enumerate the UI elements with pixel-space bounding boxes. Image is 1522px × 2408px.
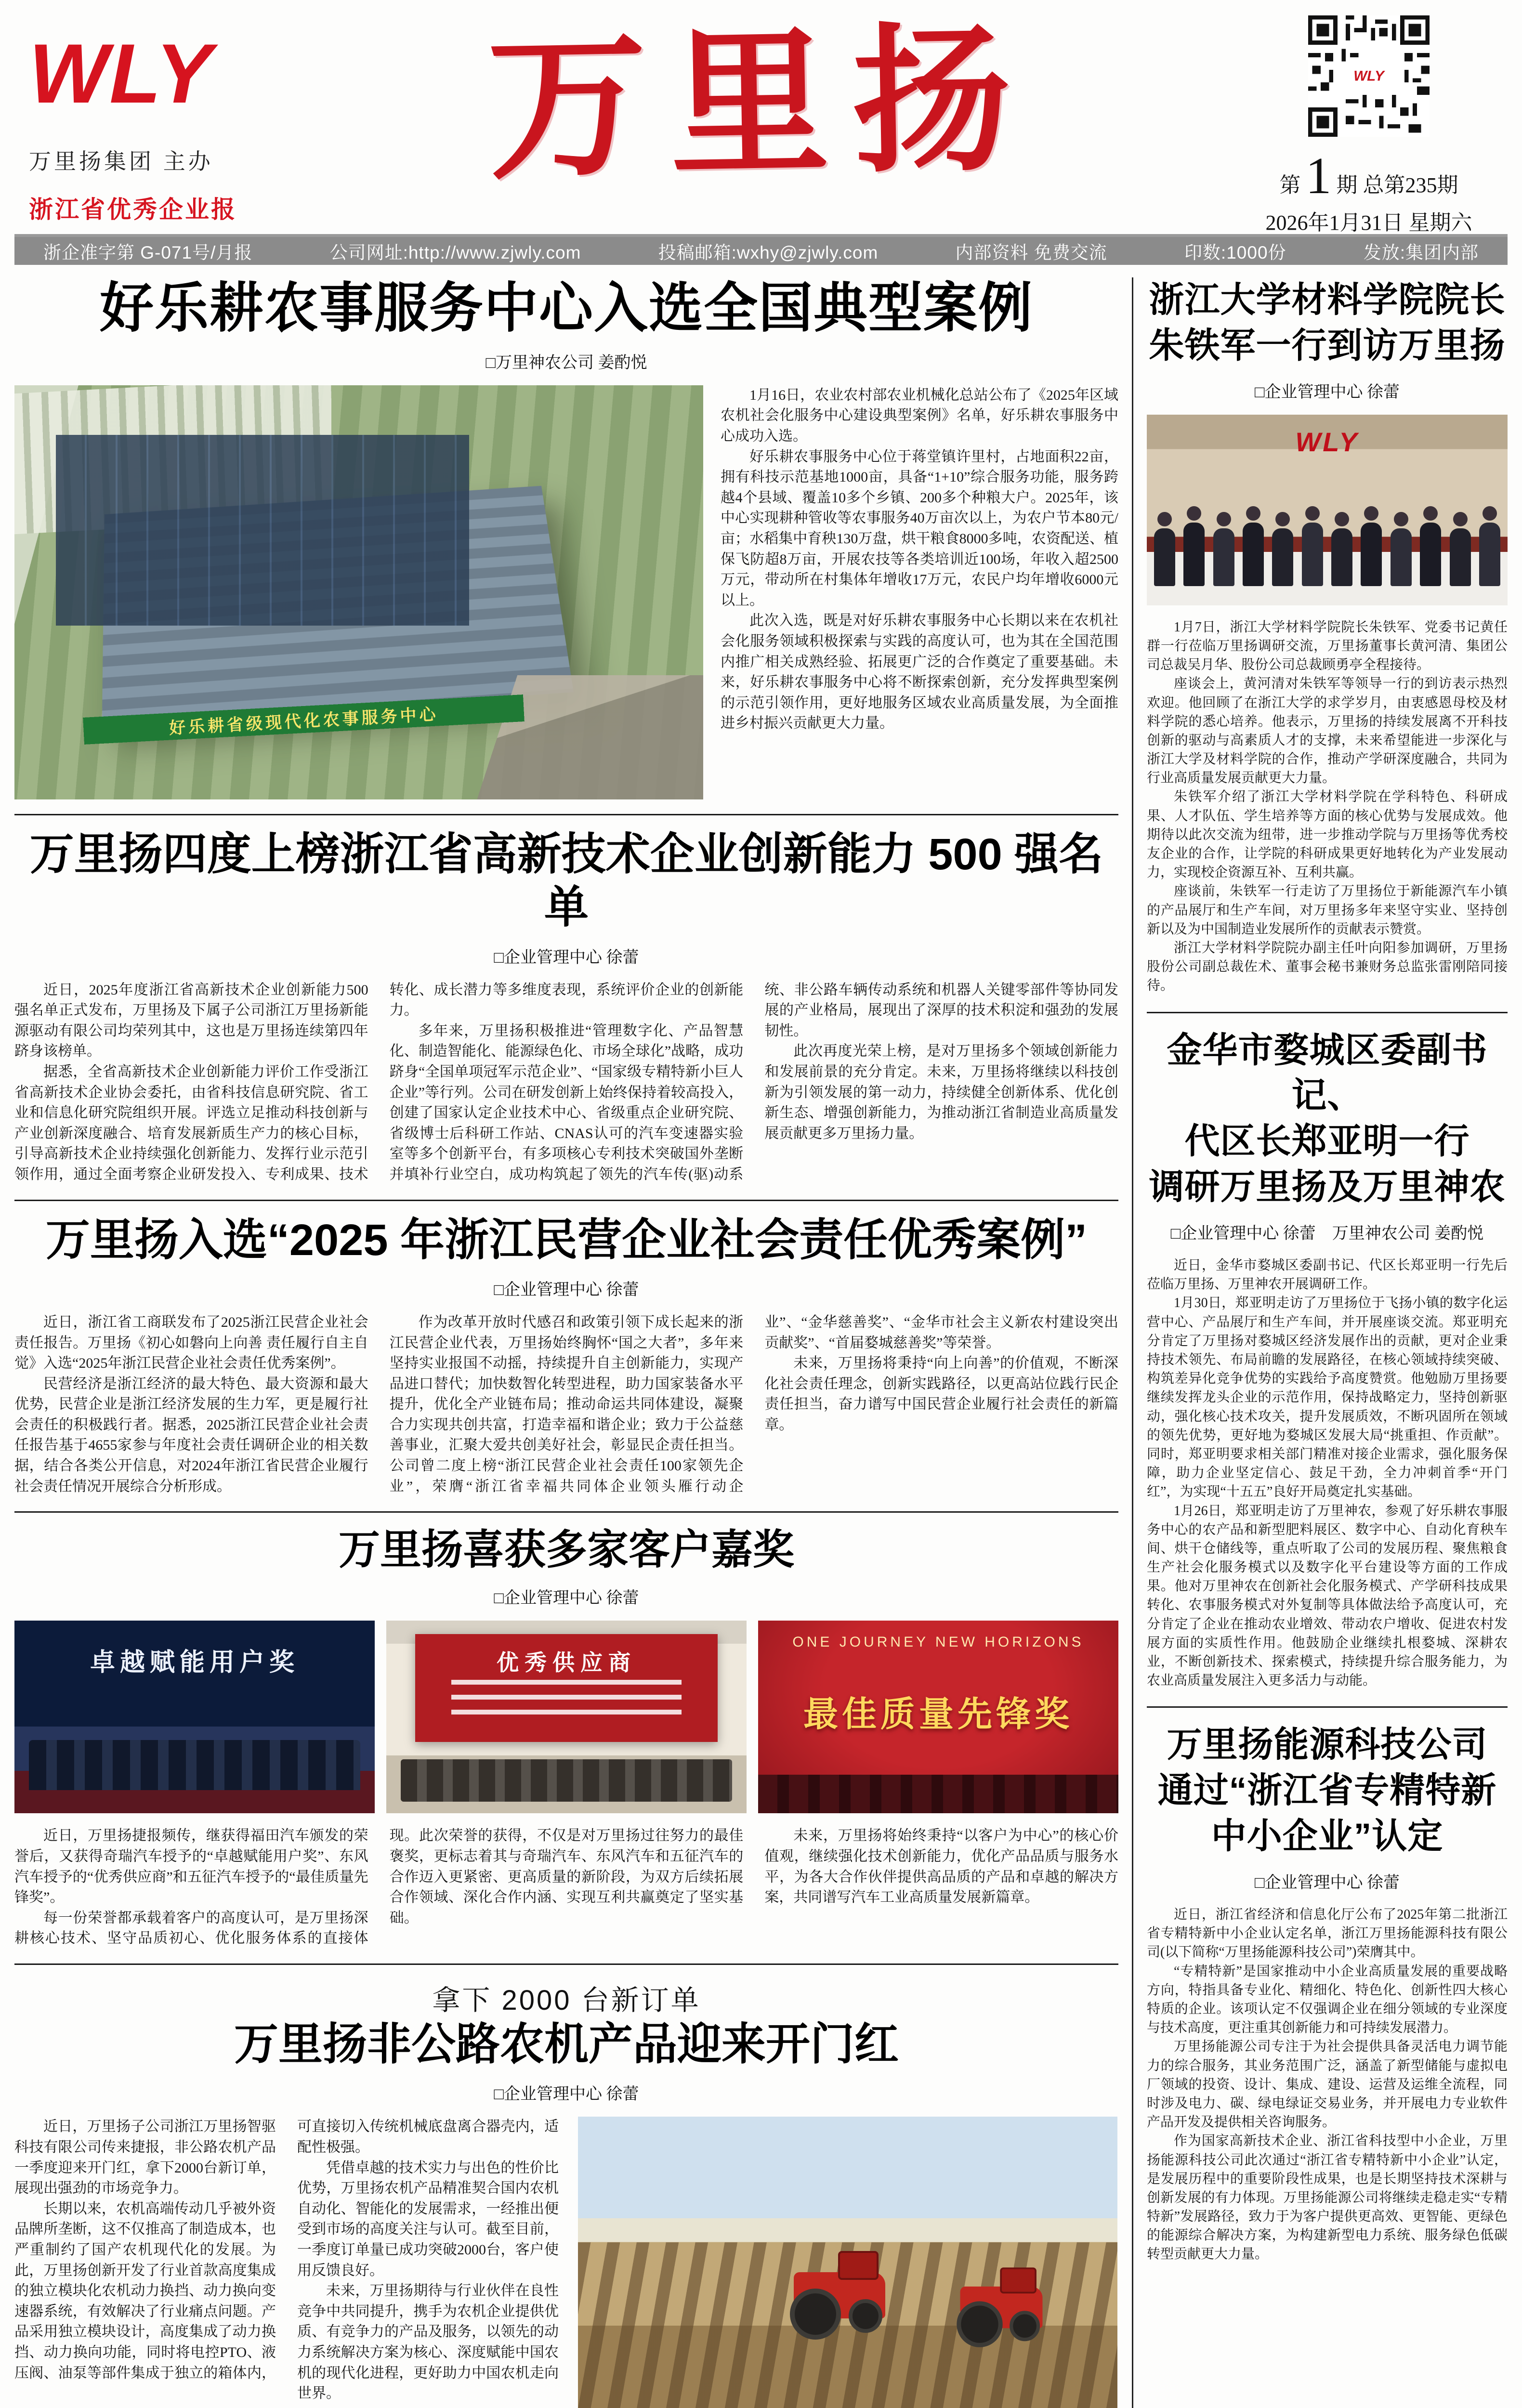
masthead — [14, 5, 1508, 235]
article-a-body — [721, 385, 1118, 799]
headline-line: 朱铁军一行到访万里扬 — [1149, 326, 1506, 365]
headline-line: 调研万里扬及万里神农 — [1149, 1167, 1506, 1207]
paragraph: 1月7日，浙江大学材料学院院长朱铁军、党委书记黄任群一行莅临万里扬调研交流，万里扬董事长黄河清、集团公司总裁吴月华、股份公司总裁顾勇亭全程接待。 — [1147, 619, 1508, 673]
organizer-line: 万里扬集团 主办 — [29, 149, 213, 174]
article-top500 — [14, 828, 1118, 1185]
article-district-leader-visit — [1147, 1028, 1508, 1690]
article-zju-visit — [1147, 277, 1508, 995]
award-photo-subtitle: ONE JOURNEY NEW HORIZONS — [792, 1634, 1084, 1650]
distribution: 发放:集团内部 — [1363, 243, 1479, 262]
section-divider — [14, 1963, 1118, 1965]
paragraph: 作为改革开放时代感召和政策引领下成长起来的浙江民营企业代表，万里扬始终胸怀“国之大者”，多年来坚持实业报国不动摇，持续提升自主创新能力，实现产品进口替代；加快数智化转型进程，助力国家装备水平提升，优化全产业链布局；推动命运共同体建设，凝聚合力实现共创共富，打造幸福和谐企业；致力于公益慈善事业，汇聚大爱共创美好社会，彰显民企责任担当。公司曾二度上榜“浙江民营企业社会责任100家领先企业”，荣膺“浙江省幸福共同体企业领头雁行动企业”、“金华慈善奖”、“金华市社会主义新农村建设突出贡献奖”、“首届婺城慈善奖”等荣誉。 — [389, 1314, 1118, 1494]
stage-people — [29, 1740, 360, 1790]
headline-line: 浙江大学材料学院院长 — [1149, 280, 1506, 319]
qr-center-logo: WLY — [1353, 68, 1384, 84]
section-divider — [14, 1200, 1118, 1201]
issue-line — [1234, 147, 1504, 205]
publisher-block — [29, 27, 395, 225]
paragraph: 近日，浙江省工商联发布了2025浙江民营企业社会责任报告。万里扬《初心如磐向上向善 责任履行自主自觉》入选“2025年浙江民营企业社会责任优秀案例”。 — [14, 1314, 368, 1372]
qr-code — [1308, 15, 1430, 137]
article-r3-headline — [1147, 1722, 1508, 1859]
wuzheng-award-photo — [758, 1621, 1118, 1813]
article-e-headline: 万里扬非公路农机产品迎来开门红 — [234, 2020, 899, 2069]
headline-line: 中小企业”认定 — [1211, 1817, 1443, 1856]
article-a-byline: □万里神农公司 姜酌悦 — [485, 353, 647, 372]
paragraph: 民营经济是浙江经济的最大特色、最大资源和最大优势，民营企业是浙江经济发展的生力军，更是履行社会责任的积极践行者。据悉，2025浙江民营企业社会责任报告基于4655家参与年度社会责任调研企业的相关数据，结合各类公开信息，对2024年浙江省民营企业履行社会责任情况开展综合分析形成。 — [14, 1375, 368, 1494]
paragraph: 长期以来，农机高端传动几乎被外资品牌所垄断，这不仅推高了制造成本，也严重制约了国产农机现代化的发展。为此，万里扬创新开发了行业首款高度集成的独立模块化农机动力换挡、动力换向变速器系统，有效解决了行业痛点问题。产品采用独立模块设计，高度集成了动力换挡、动力换向功能，同时将电控PTO、液压阀、油泵等部件集成于独立的箱体内，可直接切入传统机械底盘离合器壳内，适配性极强。 — [14, 2119, 559, 2381]
paragraph: 多年来，万里扬积极推进“管理数字化、产品智慧化、制造智能化、能源绿色化、市场全球化”战略，成功跻身“全国单项冠军示范企业”、“国家级专精特新小巨人企业”等行列。公司在研发创新上始终保持着较高投入，创建了国家认定企业技术中心、省级重点企业研究院、省级博士后科研工作站、CNAS认可的汽车变速器实验室等多个创新平台，有多项核心专利技术突破国外垄断并填补行业空白，成功构筑起了领先的汽车传(驱)动系统、非公路车辆传动系统和机器人关键零部件等协同发展的产业格局，展现出了深厚的技术积淀和强劲的发展韧性。 — [389, 982, 1118, 1182]
screen-text-bar — [451, 1695, 682, 1700]
article-r1-byline: □企业管理中心 徐蕾 — [1254, 383, 1400, 401]
article-c-headline: 万里扬入选“2025 年浙江民营企业社会责任优秀案例” — [45, 1215, 1088, 1265]
section-divider — [1147, 1706, 1508, 1708]
issue-number: 1 — [1305, 147, 1332, 205]
paragraph: “专精特新”是国家推动中小企业高质量发展的重要战略方向，特指具备专业化、精细化、特色化、创新性四大核心特质的企业。该项认定不仅强调企业在细分领域的专业深度与技术高度，更注重其创新能力和可持续发展潜力。 — [1147, 1963, 1508, 2036]
article-energy-company — [1147, 1722, 1508, 2264]
dongfeng-award-photo — [386, 1621, 747, 1813]
article-b-byline: □企业管理中心 徐蕾 — [494, 948, 639, 967]
issue-prefix: 第 — [1279, 173, 1301, 197]
issue-suffix: 期 总第235期 — [1336, 173, 1458, 197]
paragraph: 未来，万里扬将秉持“向上向善”的价值观，不断深化社会责任理念，创新实践路径，以更高站位践行民企责任担当，奋力谱写中国民营企业履行社会责任的新篇章。 — [764, 1355, 1118, 1433]
article-agri-machinery — [14, 1977, 1118, 2408]
article-r2-body — [1147, 1256, 1508, 1690]
print-count: 印数:1000份 — [1184, 243, 1286, 262]
article-c-body — [14, 1312, 1118, 1497]
conference-screen — [415, 1634, 718, 1742]
award-photo-title: 优秀供应商 — [496, 1649, 636, 1675]
award-photo-title: 卓越赋能用户奖 — [90, 1649, 299, 1677]
article-customer-awards — [14, 1525, 1118, 1949]
paragraph: 近日，万里扬捷报频传，继获得福田汽车颁发的荣誉后，又获得奇瑞汽车授予的“卓越赋能用户奖”、东风汽车授予的“优秀供应商”和五征汽车授予的“最佳质量先锋奖”。 — [14, 1828, 368, 1906]
section-divider — [14, 814, 1118, 815]
paragraph: 1月16日，农业农村部农业机械化总站公布了《2025年区域农机社会化服务中心建设典型案例》名单，好乐耕农事服务中心成功入选。 — [721, 387, 1118, 444]
paragraph: 座谈会上，黄河清对朱铁军等领导一行的到访表示热烈欢迎。他回顾了在浙江大学的求学岁月，由衷感恩母校及材料学院的悉心培养。他表示，万里扬的持续发展离不开科技创新的驱动与高素质人才的支撑，未来希望能进一步深化与浙江大学及材料学院的合作，推动产学研深度融合，共同为行业高质量发展贡献更大力量。 — [1147, 676, 1508, 786]
wly-logo: WLY — [29, 27, 213, 121]
tractor-field-photo — [578, 2117, 1117, 2408]
paragraph: 未来，万里扬将始终秉持“以客户为中心”的核心价值观，继续强化技术创新能力，优化产品品质与服务水平，为各大合作伙伴提供高品质的产品和卓越的解决方案，共同谱写汽车工业高质量发展新篇章。 — [764, 1828, 1118, 1906]
license-number: 浙企准字第 G-071号/月报 — [43, 243, 253, 262]
article-r1-body — [1147, 618, 1508, 995]
paragraph: 未来，万里扬期待与行业伙伴在良性竞争中共同提升，携手为农机企业提供优质、有竞争力的产品及服务，以领先的动力系统解决方案为核心、深度赋能中国农机的现代化进程，更好助力中国农机走向世界。 — [297, 2283, 559, 2402]
solar-panels — [56, 435, 469, 626]
issue-block — [1234, 15, 1504, 236]
article-e-byline: □企业管理中心 徐蕾 — [494, 2085, 639, 2104]
group-people — [1154, 495, 1500, 586]
article-e-kicker: 拿下 2000 台新订单 — [432, 1985, 701, 2016]
tractor — [960, 2286, 1043, 2328]
article-r2-headline — [1147, 1028, 1508, 1211]
paragraph: 1月30日，郑亚明走访了万里扬位于飞扬小镇的数字化运营中心、产品展厅和生产车间，并开展座谈交流。郑亚明充分肯定了万里扬对婺城区经济发展作出的贡献，更对企业秉持技术领先、布局前瞻的发展路径，在核心领域持续突破、构筑差异化竞争优势的实践给予高度赞赏。他勉励万里扬要继续发挥龙头企业的示范作用，保持战略定力，坚持创新驱动，强化核心技术攻关，提升发展质效，不断巩固所在领域的领先优势，更好地为婺城区发展大局“挑重担、作贡献”。同时，郑亚明要求相关部门精准对接企业需求，强化服务保障，助力企业坚定信心、鼓足干劲，全力冲刺首季“开门红”，为实现“十五五”良好开局奠定扎实基础。 — [1147, 1296, 1508, 1500]
paragraph: 作为国家高新技术企业、浙江省科技型中小企业，万里扬能源科技公司此次通过“浙江省专精特新中小企业”认定，是发展历程中的重要阶段性成果，也是长期坚持技术深耕与创新发展的有力体现。万里扬能源公司将继续走稳走实“专精特新”发展路径，致力于为客户提供更高效、更智能、更绿色的能源综合解决方案，为构建新型电力系统、服务绿色低碳转型贡献更大力量。 — [1147, 2133, 1508, 2262]
stage-people — [758, 1775, 1118, 1813]
article-b-headline: 万里扬四度上榜浙江省高新技术企业创新能力 500 强名单 — [29, 829, 1103, 932]
paragraph: 万里扬能源公司专注于为社会提供具备灵活电力调节能力的综合服务，其业务范围广泛，涵盖了新型储能与虚拟电厂领域的投资、设计、集成、建设、运营及运维全流程，同时涉及电力、碳、绿电绿证交易业务，并开展电力专业软件产品开发及提供相关咨询服务。 — [1147, 2039, 1508, 2130]
chery-award-photo — [14, 1621, 375, 1813]
farm-road — [477, 675, 703, 799]
group-photo — [1147, 415, 1508, 605]
paragraph: 据悉，全省高新技术企业创新能力评价工作受浙江省高新技术企业协会委托，由省科技信息研究院、省工业和信息化研究院组织开展。评选立足推动科技创新与产业创新深度融合、培育发展新质生产力的核心目标，引导高新技术企业持续强化创新能力、发挥行业示范引领作用，通过全面考察企业研发投入、专利成果、技术转化、成长潜力等多维度表现，系统评价企业的创新能力。 — [14, 982, 744, 1182]
article-holegeng-case — [14, 277, 1118, 799]
paragraph: 朱铁军介绍了浙江大学材料学院在学科特色、科研成果、人才队伍、学生培养等方面的核心优势与发展成效。他期待以此次交流为纽带，进一步推动学院与万里扬等优秀校友企业的合作，让学院的科研成果更好地转化为产业发展动力，实现校企资源互补、互利共赢。 — [1147, 789, 1508, 880]
screen-text-bar — [451, 1680, 682, 1685]
headline-line: 通过“浙江省专精特新 — [1157, 1771, 1497, 1810]
headline-line: 代区长郑亚明一行 — [1184, 1122, 1470, 1161]
headline-line: 万里扬能源科技公司 — [1167, 1725, 1488, 1765]
paragraph: 1月26日，郑亚明走访了万里神农，参观了好乐耕农事服务中心的农产品和新型肥料展区、数字中心、自动化育秧车间、烘干仓储线等，重点听取了公司的发展历程、聚焦粮食生产社会化服务模式以及数字化平台建设等方面的工作成果。他对万里神农在创新社会化服务模式、产学研科技成果转化、农事服务模式对外复制等具体做法给予高度认可，充分肯定了企业在推动农业增效、带动农户增收、促进农村发展方面的实质性作用。他鼓励企业继续扎根婺城、深耕农业，不断创新技术、探索模式，持续提升综合服务能力，为农业高质量发展注入更多活力与动能。 — [1147, 1503, 1508, 1688]
article-r3-body — [1147, 1905, 1508, 2264]
date-line: 2026年1月31日 星期六 — [1265, 210, 1472, 235]
award-line: 浙江省优秀企业报 — [29, 196, 237, 223]
section-divider — [1147, 1012, 1508, 1013]
stage-people — [401, 1759, 732, 1802]
farm-aerial-photo — [14, 385, 703, 799]
publication-info-bar — [14, 234, 1508, 265]
article-r3-byline: □企业管理中心 徐蕾 — [1254, 1874, 1400, 1892]
paragraph: 凭借卓越的技术实力与出色的性价比优势，万里扬农机产品精准契合国内农机自动化、智能化的发展需求，一经推出便受到市场的高度关注与认可。截至目前，一季度订单量已成功突破2000台，客户使用反馈良好。 — [297, 2159, 559, 2278]
wly-wall-sign: WLY — [1295, 426, 1359, 457]
article-d-headline: 万里扬喜获多家客户嘉奖 — [339, 1527, 794, 1573]
article-b-body — [14, 980, 1118, 1185]
submission-email: 投稿邮箱:wxhy@zjwly.com — [658, 243, 879, 262]
company-website: 公司网址:http://www.zjwly.com — [329, 243, 581, 262]
article-social-responsibility — [14, 1214, 1118, 1497]
main-column — [14, 277, 1132, 2408]
article-d-byline: □企业管理中心 徐蕾 — [494, 1589, 639, 1608]
section-divider — [14, 1511, 1118, 1513]
internal-material: 内部资料 免费交流 — [955, 243, 1107, 262]
paragraph: 近日，万里扬子公司浙江万里扬智驱科技有限公司传来捷报，非公路农机产品一季度迎来开门红，拿下2000台新订单，展现出强劲的市场竞争力。 — [14, 2119, 276, 2197]
article-d-body — [14, 1826, 1118, 1949]
paragraph: 浙江大学材料学院院办副主任叶向阳参加调研，万里扬股份公司副总裁佐术、董事会秘书兼财务总监张雷刚陪同接待。 — [1147, 940, 1508, 994]
paragraph: 每一份荣誉都承载着客户的高度认可，是万里扬深耕核心技术、坚守品质初心、优化服务体系的直接体现。此次荣誉的获得，不仅是对万里扬过往努力的最佳褒奖，更标志着其与奇瑞汽车、东风汽车和五征汽车的合作迈入更紧密、更高质量的新阶段，为双方后续拓展合作领域、深化合作内涵、实现互利共赢奠定了坚实基础。 — [14, 1828, 744, 1947]
headline-line: 金华市婺城区委副书记、 — [1167, 1030, 1488, 1115]
paragraph: 近日，金华市婺城区委副书记、代区长郑亚明一行先后莅临万里扬、万里神农开展调研工作。 — [1147, 1258, 1508, 1292]
screen-text-bar — [451, 1710, 682, 1714]
tractor — [794, 2272, 885, 2318]
article-r2-byline: □企业管理中心 徐蕾 万里神农公司 姜酌悦 — [1170, 1225, 1484, 1243]
paragraph: 此次入选，既是对好乐耕农事服务中心长期以来在农机社会化服务领域积极探索与实践的高度认可，也为其在全国范围内推广相关成熟经验、拓展更广泛的合作奠定了重要基础。未来，好乐耕农事服务中心将不断探索创新，充分发挥典型案例的示范引领作用，更好地服务区域农业高质量发展，为全面推进乡村振兴贡献更大力量。 — [721, 613, 1118, 732]
article-a-headline: 好乐耕农事服务中心入选全国典型案例 — [100, 278, 1033, 338]
paragraph: 近日，2025年度浙江省高新技术企业创新能力500强名单正式发布，万里扬及下属子公司浙江万里扬新能源驱动有限公司均荣列其中，这也是万里扬连续第四年跻身该榜单。 — [14, 982, 368, 1060]
article-r1-headline — [1147, 277, 1508, 369]
award-photo-title: 最佳质量先锋奖 — [803, 1695, 1073, 1734]
building-banner-text: 好乐耕省级现代化农事服务中心 — [169, 705, 439, 738]
article-e-body — [14, 2117, 559, 2408]
paragraph: 此次再度光荣上榜，是对万里扬多个领域创新能力和发展前景的充分肯定。未来，万里扬将继续以科技创新为引领发展的第一动力，持续健全创新体系、优化创新生态、增强创新能力，为推动浙江省制造业高质量发展贡献更多万里扬力量。 — [764, 1043, 1118, 1141]
article-c-byline: □企业管理中心 徐蕾 — [494, 1281, 639, 1299]
paragraph: 座谈前，朱铁军一行走访了万里扬位于新能源汽车小镇的产品展厅和生产车间，对万里扬多年来坚守实业、坚持创新以及为中国制造业发展所作的贡献表示赞赏。 — [1147, 884, 1508, 937]
award-photos-row — [14, 1621, 1118, 1813]
side-column — [1132, 277, 1508, 2408]
paragraph: 好乐耕农事服务中心位于蒋堂镇许里村，占地面积22亩，拥有科技示范基地1000亩，具备“1+10”综合服务功能，服务跨越4个县域、覆盖10多个乡镇、200多个种粮大户。2025年，该中心实现耕种管收等农事服务40万亩次以上，为农户节本80元/亩；水稻集中育秧130万盘，烘干粮食8000多吨，农资配送、植保飞防超8万亩，开展农技等各类培训近100场，年收入超2500万元，带动所在村集体年增收17万元，农民户均年增收6000元以上。 — [721, 448, 1118, 608]
paragraph: 近日，浙江省经济和信息化厅公布了2025年第二批浙江省专精特新中小企业认定名单，浙江万里扬能源科技有限公司(以下简称“万里扬能源科技公司”)荣膺其中。 — [1147, 1907, 1508, 1960]
newspaper-title: 万里扬 — [486, 5, 1036, 201]
